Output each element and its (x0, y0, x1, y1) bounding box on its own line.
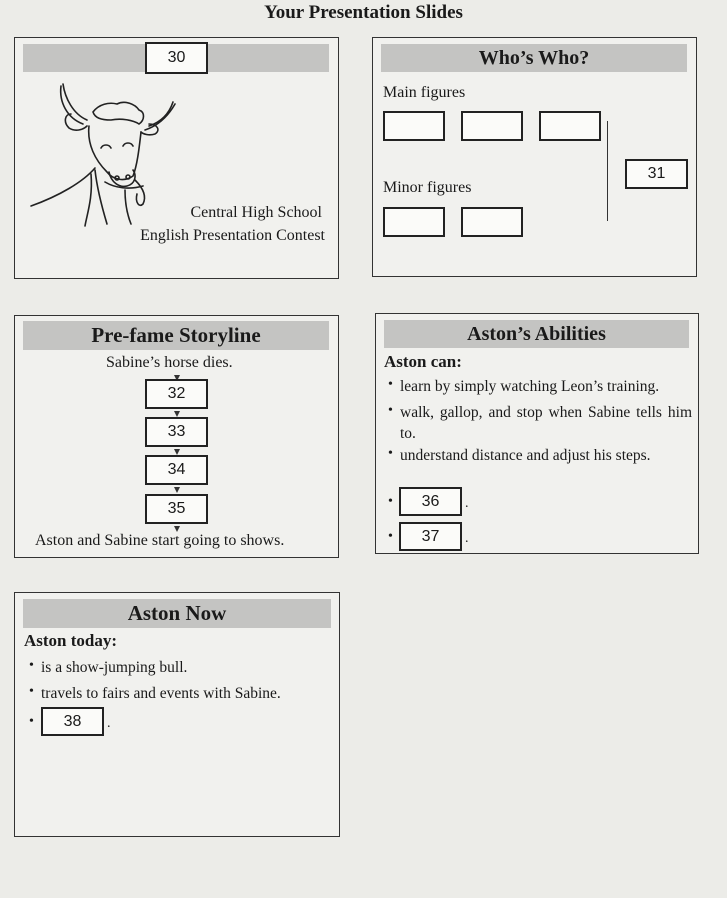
contest-name: English Presentation Contest (140, 227, 325, 244)
answer-box-36[interactable]: 36 (399, 487, 462, 516)
ability-item-2: walk, gallop, and stop when Sabine tells him to. (400, 404, 692, 442)
ability-item-3: understand distance and adjust his steps. (400, 447, 651, 464)
answer-box-38[interactable]: 38 (41, 707, 104, 736)
answer-box-34[interactable]: 34 (145, 455, 208, 485)
abilities-subtitle: Aston can: (384, 352, 462, 371)
slide-whos-who (372, 37, 697, 277)
answer-box-37[interactable]: 37 (399, 522, 462, 551)
slide-storyline-title: Pre-fame Storyline (23, 321, 329, 350)
answer-box-30[interactable]: 30 (145, 42, 208, 74)
main-figure-box-3[interactable] (539, 111, 601, 141)
bullet-dot: • (388, 377, 393, 392)
now-item-2: travels to fairs and events with Sabine. (41, 685, 281, 702)
storyline-end: Aston and Sabine start going to shows. (35, 532, 285, 549)
answer-box-31[interactable]: 31 (625, 159, 688, 189)
period: . (465, 496, 469, 511)
period: . (465, 531, 469, 546)
answer-box-35[interactable]: 35 (145, 494, 208, 524)
slide-abilities-title: Aston’s Abilities (384, 320, 689, 348)
slide-whos-who-title: Who’s Who? (381, 44, 687, 72)
bullet-dot: • (388, 529, 393, 544)
minor-figures-label: Minor figures (383, 179, 472, 196)
minor-figure-box-1[interactable] (383, 207, 445, 237)
bull-sketch-icon (25, 78, 195, 228)
storyline-arrow-4 (174, 487, 180, 493)
minor-figure-box-2[interactable] (461, 207, 523, 237)
slide-aston-now (14, 592, 340, 837)
slide-aston-now-title: Aston Now (23, 599, 331, 628)
slide-storyline (14, 315, 339, 558)
storyline-start: Sabine’s horse dies. (106, 354, 233, 371)
answer-box-33[interactable]: 33 (145, 417, 208, 447)
bracket-line (607, 121, 608, 221)
bullet-dot: • (388, 494, 393, 509)
ability-item-1: learn by simply watching Leon’s training. (400, 378, 660, 395)
slide-title (14, 37, 339, 279)
main-figures-label: Main figures (383, 84, 466, 101)
answer-box-32[interactable]: 32 (145, 379, 208, 409)
now-item-1: is a show-jumping bull. (41, 659, 188, 676)
bullet-dot: • (29, 714, 34, 729)
bullet-dot: • (29, 684, 34, 699)
slide-abilities (375, 313, 699, 554)
aston-now-subtitle: Aston today: (24, 631, 118, 650)
bullet-dot: • (29, 658, 34, 673)
page-title: Your Presentation Slides (264, 2, 463, 23)
main-figure-box-2[interactable] (461, 111, 523, 141)
school-name: Central High School (190, 204, 322, 221)
bullet-dot: • (388, 446, 393, 461)
main-figure-box-1[interactable] (383, 111, 445, 141)
period: . (107, 716, 111, 731)
bullet-dot: • (388, 403, 393, 418)
